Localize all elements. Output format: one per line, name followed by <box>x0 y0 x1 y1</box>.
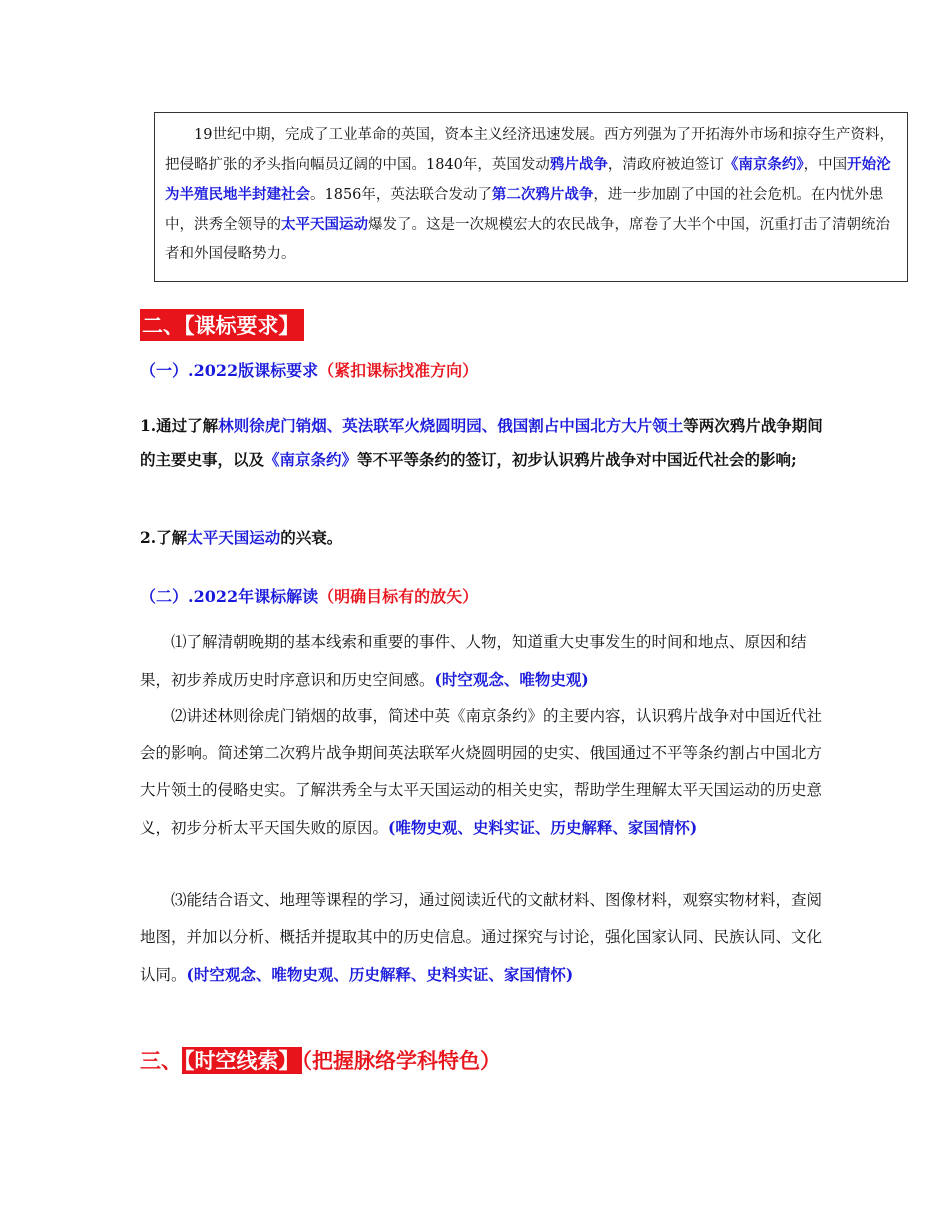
subsection-1-title: （一）.2022版课标要求（紧扣课标找准方向） <box>140 361 479 380</box>
section-3-highlight: 【时空线索】 <box>184 1048 300 1073</box>
literacy-tag: (唯物史观、史料实证、历史解释、家国情怀) <box>388 818 698 837</box>
keyword-taiping: 太平天国运动 <box>281 216 368 233</box>
literacy-tag: (时空观念、唯物史观) <box>434 670 589 689</box>
interpretation-1: ⑴了解清朝晚期的基本线索和重要的事件、人物，知道重大史事发生的时间和地点、原因和结果，初步养成历史时序意识和历史空间感。(时空观念、唯物史观) <box>140 633 807 689</box>
section-3-title: 三、【时空线索】（把握脉络学科特色） <box>140 1048 501 1073</box>
keyword-second-opium-war: 第二次鸦片战争 <box>491 186 594 203</box>
requirement-2: 2.了解太平天国运动的兴衰。 <box>140 528 343 547</box>
subsection-2-title: （二）.2022年课标解读（明确目标有的放矢） <box>140 587 479 606</box>
keyword-semi-colonial: 开始沦为半殖民地半封建社会 <box>165 156 891 203</box>
keyword-opium-war: 鸦片战争 <box>549 156 608 173</box>
section-2-title: 二、【课标要求】 <box>140 309 304 341</box>
intro-box <box>154 112 908 282</box>
interpretation-2: ⑵讲述林则徐虎门销烟的故事，简述中英《南京条约》的主要内容，认识鸦片战争对中国近代社会的影响。简述第二次鸦片战争期间英法联军火烧圆明园的史实、俄国通过不平等条约割占中国北方大片领土的侵略史实。了解洪秀全与太平天国运动的相关史实，帮助学生理解太平天国运动的历史意义，初步分析太平天国失败的原因。(唯物史观、史料实证、历史解释、家国情怀) <box>140 707 823 837</box>
interpretation-3: ⑶能结合语文、地理等课程的学习，通过阅读近代的文献材料、图像材料，观察实物材料，查阅地图，并加以分析、概括并提取其中的历史信息。通过探究与讨论，强化国家认同、民族认同、文化认同。(时空观念、唯物史观、历史解释、史料实证、家国情怀) <box>140 891 823 984</box>
literacy-tag: (时空观念、唯物史观、历史解释、史料实证、家国情怀) <box>186 965 574 984</box>
intro-paragraph: 19世纪中期，完成了工业革命的英国，资本主义经济迅速发展。西方列强为了开拓海外市场和掠夺生产资料，把侵略扩张的矛头指向幅员辽阔的中国。1840年，英国发动鸦片战争，清政府被迫签订《南京条约》，中国开始沦为半殖民地半封建社会。1856年，英法联合发动了第二次鸦片战争，进一步加剧了中国的社会危机。在内忧外患中，洪秀全领导的太平天国运动爆发了。这是一次规模宏大的农民战争，席卷了大半个中国，沉重打击了清朝统治者和外国侵略势力。 <box>165 127 894 262</box>
requirement-1: 1.通过了解林则徐虎门销烟、英法联军火烧圆明园、俄国割占中国北方大片领土等两次鸦片战争期间的主要史事，以及《南京条约》等不平等条约的签订，初步认识鸦片战争对中国近代社会的影响; <box>140 416 823 469</box>
keyword-nanjing-treaty: 《南京条约》 <box>723 156 804 173</box>
